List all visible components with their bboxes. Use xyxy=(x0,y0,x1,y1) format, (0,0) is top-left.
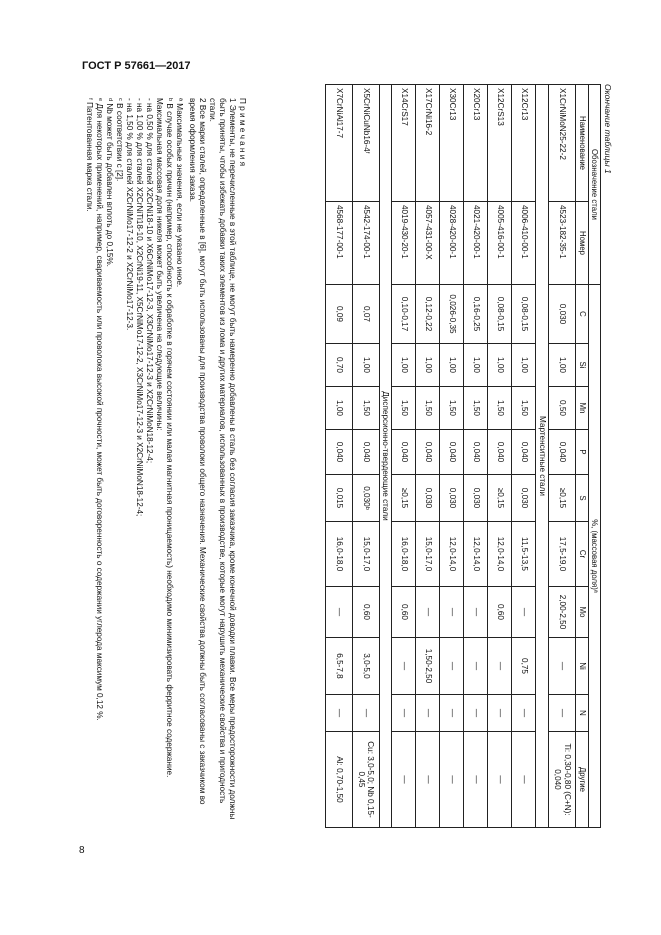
cell-value: 1,50 xyxy=(512,387,536,430)
cell-value: 12,0-14,0 xyxy=(440,522,464,587)
col-si: Si xyxy=(576,344,588,387)
table-row xyxy=(325,85,352,828)
cell-value: 6,5-7,8 xyxy=(325,638,352,695)
cell-value: 1,50 xyxy=(392,387,416,430)
footnote-d: ᵈ Nb может быть добавлен вплоть до 0,15%. xyxy=(105,98,114,267)
cell-value: — xyxy=(325,695,352,732)
col-s: S xyxy=(576,475,588,522)
steel-composition-table xyxy=(325,84,601,828)
page-number: 8 xyxy=(79,845,85,856)
cell-value: 1,00 xyxy=(325,387,352,430)
cell-value: 1,50 xyxy=(440,387,464,430)
cell-value: ≥0,15 xyxy=(488,475,512,522)
cell-value: 0,16-0,25 xyxy=(464,285,488,344)
section-title: Мартенситные стали xyxy=(536,85,549,828)
cell-value: — xyxy=(440,587,464,638)
col-c: C xyxy=(576,285,588,344)
steel-number: 4057-431-00-X xyxy=(416,202,440,285)
table-caption: Окончание таблицы 1 xyxy=(603,84,613,174)
cell-value: 0,09 xyxy=(325,285,352,344)
cell-value: 0,08-0,15 xyxy=(512,285,536,344)
cell-value: 1,50-2,50 xyxy=(416,638,440,695)
table-row xyxy=(440,85,464,828)
rotated-table-area xyxy=(40,80,615,832)
cell-value: — xyxy=(464,695,488,732)
cell-value: 0,040 xyxy=(440,430,464,475)
steel-name: X7CrNiAl17-7 xyxy=(325,85,352,202)
table-row xyxy=(392,85,416,828)
cell-value: — xyxy=(352,695,379,732)
cell-value: 0,07 xyxy=(352,285,379,344)
cell-value: 0,08-0,15 xyxy=(488,285,512,344)
cell-value: — xyxy=(512,587,536,638)
cell-value: 0,040 xyxy=(464,430,488,475)
cell-value: 1,00 xyxy=(488,344,512,387)
cell-value: 0,12-0,22 xyxy=(416,285,440,344)
section-title: Дисперсионно-твердеющие стали xyxy=(379,85,392,828)
footnote-b-item: - на 1,00 % для сталей X2CrNiTi18-10, X2CrNi19-11, X5CrNiMo17-12-2, X3CrNiMo17-12-3 и X2CrNiMoN18-12-4; xyxy=(135,98,144,517)
steel-name: X20Cr13 xyxy=(464,85,488,202)
cell-value: — xyxy=(440,638,464,695)
cell-value: — xyxy=(512,732,536,828)
col-number: Номер xyxy=(576,202,588,285)
cell-value: — xyxy=(392,695,416,732)
cell-value: 1,00 xyxy=(352,344,379,387)
cell-value: — xyxy=(325,587,352,638)
cell-value: 11,5-13,5 xyxy=(512,522,536,587)
cell-value: — xyxy=(512,695,536,732)
steel-number: 4523-182-35-1 xyxy=(549,202,576,285)
section-row xyxy=(379,85,392,828)
cell-value: — xyxy=(488,732,512,828)
col-p: P xyxy=(576,430,588,475)
cell-value: 0,60 xyxy=(392,587,416,638)
cell-value: 0,70 xyxy=(325,344,352,387)
cell-value: — xyxy=(464,638,488,695)
table-row xyxy=(549,85,576,828)
footnote-b-item: - на 0,50 % для сталей X2CrNi18-10 и X6CrNiMo17-12-3, X3CrNiMo17-12-3 и X2CrNiMoN18-12-4; xyxy=(145,98,154,464)
table-row xyxy=(352,85,379,828)
notes-block xyxy=(84,84,247,828)
col-mn: Mn xyxy=(576,387,588,430)
col-другие: Другие xyxy=(576,732,588,828)
cell-value: — xyxy=(488,638,512,695)
cell-value: 3,0-5,0 xyxy=(352,638,379,695)
cell-value: — xyxy=(392,638,416,695)
cell-value: 1,00 xyxy=(440,344,464,387)
steel-number: 4021-420-00-1 xyxy=(464,202,488,285)
cell-value: 17,5-19,0 xyxy=(549,522,576,587)
cell-value: — xyxy=(549,638,576,695)
notes-title: П р и м е ч а н и я xyxy=(238,98,247,167)
cell-value: 0,040 xyxy=(549,430,576,475)
cell-value: 0,030 xyxy=(464,475,488,522)
cell-value: 0,030 xyxy=(416,475,440,522)
cell-value: 0,030ᵇ xyxy=(352,475,379,522)
cell-value: 1,50 xyxy=(488,387,512,430)
designation-header: Обозначение стали xyxy=(588,85,600,285)
cell-value: — xyxy=(464,732,488,828)
table-row xyxy=(488,85,512,828)
cell-value: 0,60 xyxy=(488,587,512,638)
cell-value: 1,00 xyxy=(549,344,576,387)
cell-value: — xyxy=(464,587,488,638)
cell-value: 0,040 xyxy=(512,430,536,475)
cell-value: 12,0-14,0 xyxy=(464,522,488,587)
cell-value: 0,030 xyxy=(549,285,576,344)
cell-value: 12,0-14,0 xyxy=(488,522,512,587)
cell-value: 0,040 xyxy=(416,430,440,475)
note-2: 2 Все марки сталей, определенные в [6], могут быть использованы для производства проволоки общего назначения. Механические свойства должны быть согласованы с заказчиком во время оформления заказа. xyxy=(188,98,207,805)
cell-value: 0,60 xyxy=(352,587,379,638)
steel-number: 4568-177-00-1 xyxy=(325,202,352,285)
cell-value: 15,0-17,0 xyxy=(352,522,379,587)
cell-value: 0,030 xyxy=(440,475,464,522)
steel-number: 4019-430-20-1 xyxy=(392,202,416,285)
steel-number: 4006-410-00-1 xyxy=(512,202,536,285)
cell-value: Al: 0,70-1,50 xyxy=(325,732,352,828)
footnote-b-item: - на 1,50 % для сталей X2CrNiMo17-12-2 и X2CrNiMo17-12-3. xyxy=(125,98,134,331)
col-mo: Mo xyxy=(576,587,588,638)
cell-value: — xyxy=(392,732,416,828)
footnote-a: ª Максимальные значения, если не указано иное. xyxy=(175,98,184,288)
cell-value: 0,040 xyxy=(325,430,352,475)
footnote-f: ᶠ Патентованная марка стали. xyxy=(85,98,94,212)
cell-value: 16,0-18,0 xyxy=(392,522,416,587)
cell-value: 1,00 xyxy=(512,344,536,387)
steel-name: X30Cr13 xyxy=(440,85,464,202)
table-row xyxy=(416,85,440,828)
cell-value: 0,040 xyxy=(352,430,379,475)
cell-value: ≥0,15 xyxy=(392,475,416,522)
cell-value: 0,040 xyxy=(488,430,512,475)
steel-number: 4028-420-00-1 xyxy=(440,202,464,285)
table-row xyxy=(464,85,488,828)
percent-header: %, (массовая доля)ª xyxy=(588,285,600,828)
cell-value: 15,0-17,0 xyxy=(416,522,440,587)
col-name: Наименование xyxy=(576,85,588,202)
col-ni: Ni xyxy=(576,638,588,695)
footnote-c: ᶜ В соответствии с [2]. xyxy=(115,98,124,182)
cell-value: 1,00 xyxy=(392,344,416,387)
cell-value: 0,50 xyxy=(549,387,576,430)
footnote-b: ᵇ В случае особых причин (например, способность к обработке в горячем состоянии или малая магнитная проницаемость) необходимо минимизировать ферритное содержание. Максимальная массовая доля никеля может быть увеличена на следующие величины: xyxy=(155,98,174,778)
cell-value: 1,50 xyxy=(416,387,440,430)
cell-value: 0,10-0,17 xyxy=(392,285,416,344)
cell-value: 0,015 xyxy=(325,475,352,522)
cell-value: ≥0,15 xyxy=(549,475,576,522)
steel-name: X1CrNiMoN25-22-2 xyxy=(549,85,576,202)
steel-name: X12CrS13 xyxy=(488,85,512,202)
cell-value: — xyxy=(440,732,464,828)
cell-value: 0,75 xyxy=(512,638,536,695)
cell-value: 2,00-2,50 xyxy=(549,587,576,638)
steel-name: X14CrS17 xyxy=(392,85,416,202)
note-1: 1 Элементы, не перечисленные в этой таблице, не могут быть намеренно добавлены в сталь без согласия заказчика, кроме конечной доводки плавки. Все меры предосторожности должны быть приняты, чтобы избежать добавки таких элементов из лома и других материалов, использованных в производстве, которые могут нарушить механические свойства и пригодность стали. xyxy=(208,98,237,820)
cell-value: 1,50 xyxy=(352,387,379,430)
cell-value: Ti: 0,30-0,80 (C+N): 0,040 xyxy=(549,732,576,828)
cell-value: — xyxy=(549,695,576,732)
cell-value: — xyxy=(488,695,512,732)
steel-number: 4542-174-00-1 xyxy=(352,202,379,285)
cell-value: Cu: 3,0-5,0; Nb 0,15-0,45 xyxy=(352,732,379,828)
steel-name: X17CrNi16-2 xyxy=(416,85,440,202)
cell-value: 0,040 xyxy=(392,430,416,475)
cell-value: 16,0-18,0 xyxy=(325,522,352,587)
col-n: N xyxy=(576,695,588,732)
footnote-e: ᵉ Для некоторых применений, например, свариваемость или проволока высокой прочности, может быть договоренность о содержании углерода максимум 0,12 %. xyxy=(95,98,104,721)
col-cr: Cr xyxy=(576,522,588,587)
cell-value: — xyxy=(416,732,440,828)
steel-name: X12Cr13 xyxy=(512,85,536,202)
cell-value: — xyxy=(440,695,464,732)
cell-value: 1,00 xyxy=(464,344,488,387)
cell-value: 1,00 xyxy=(416,344,440,387)
cell-value: — xyxy=(416,695,440,732)
table-row xyxy=(512,85,536,828)
steel-number: 4005-416-00-1 xyxy=(488,202,512,285)
steel-name: X5CrNiCuNb16-4ᶠ xyxy=(352,85,379,202)
section-row xyxy=(536,85,549,828)
cell-value: — xyxy=(416,587,440,638)
cell-value: 0,030 xyxy=(512,475,536,522)
cell-value: 1,50 xyxy=(464,387,488,430)
cell-value: 0,026-0,35 xyxy=(440,285,464,344)
document-header: ГОСТ Р 57661—2017 xyxy=(82,60,191,72)
